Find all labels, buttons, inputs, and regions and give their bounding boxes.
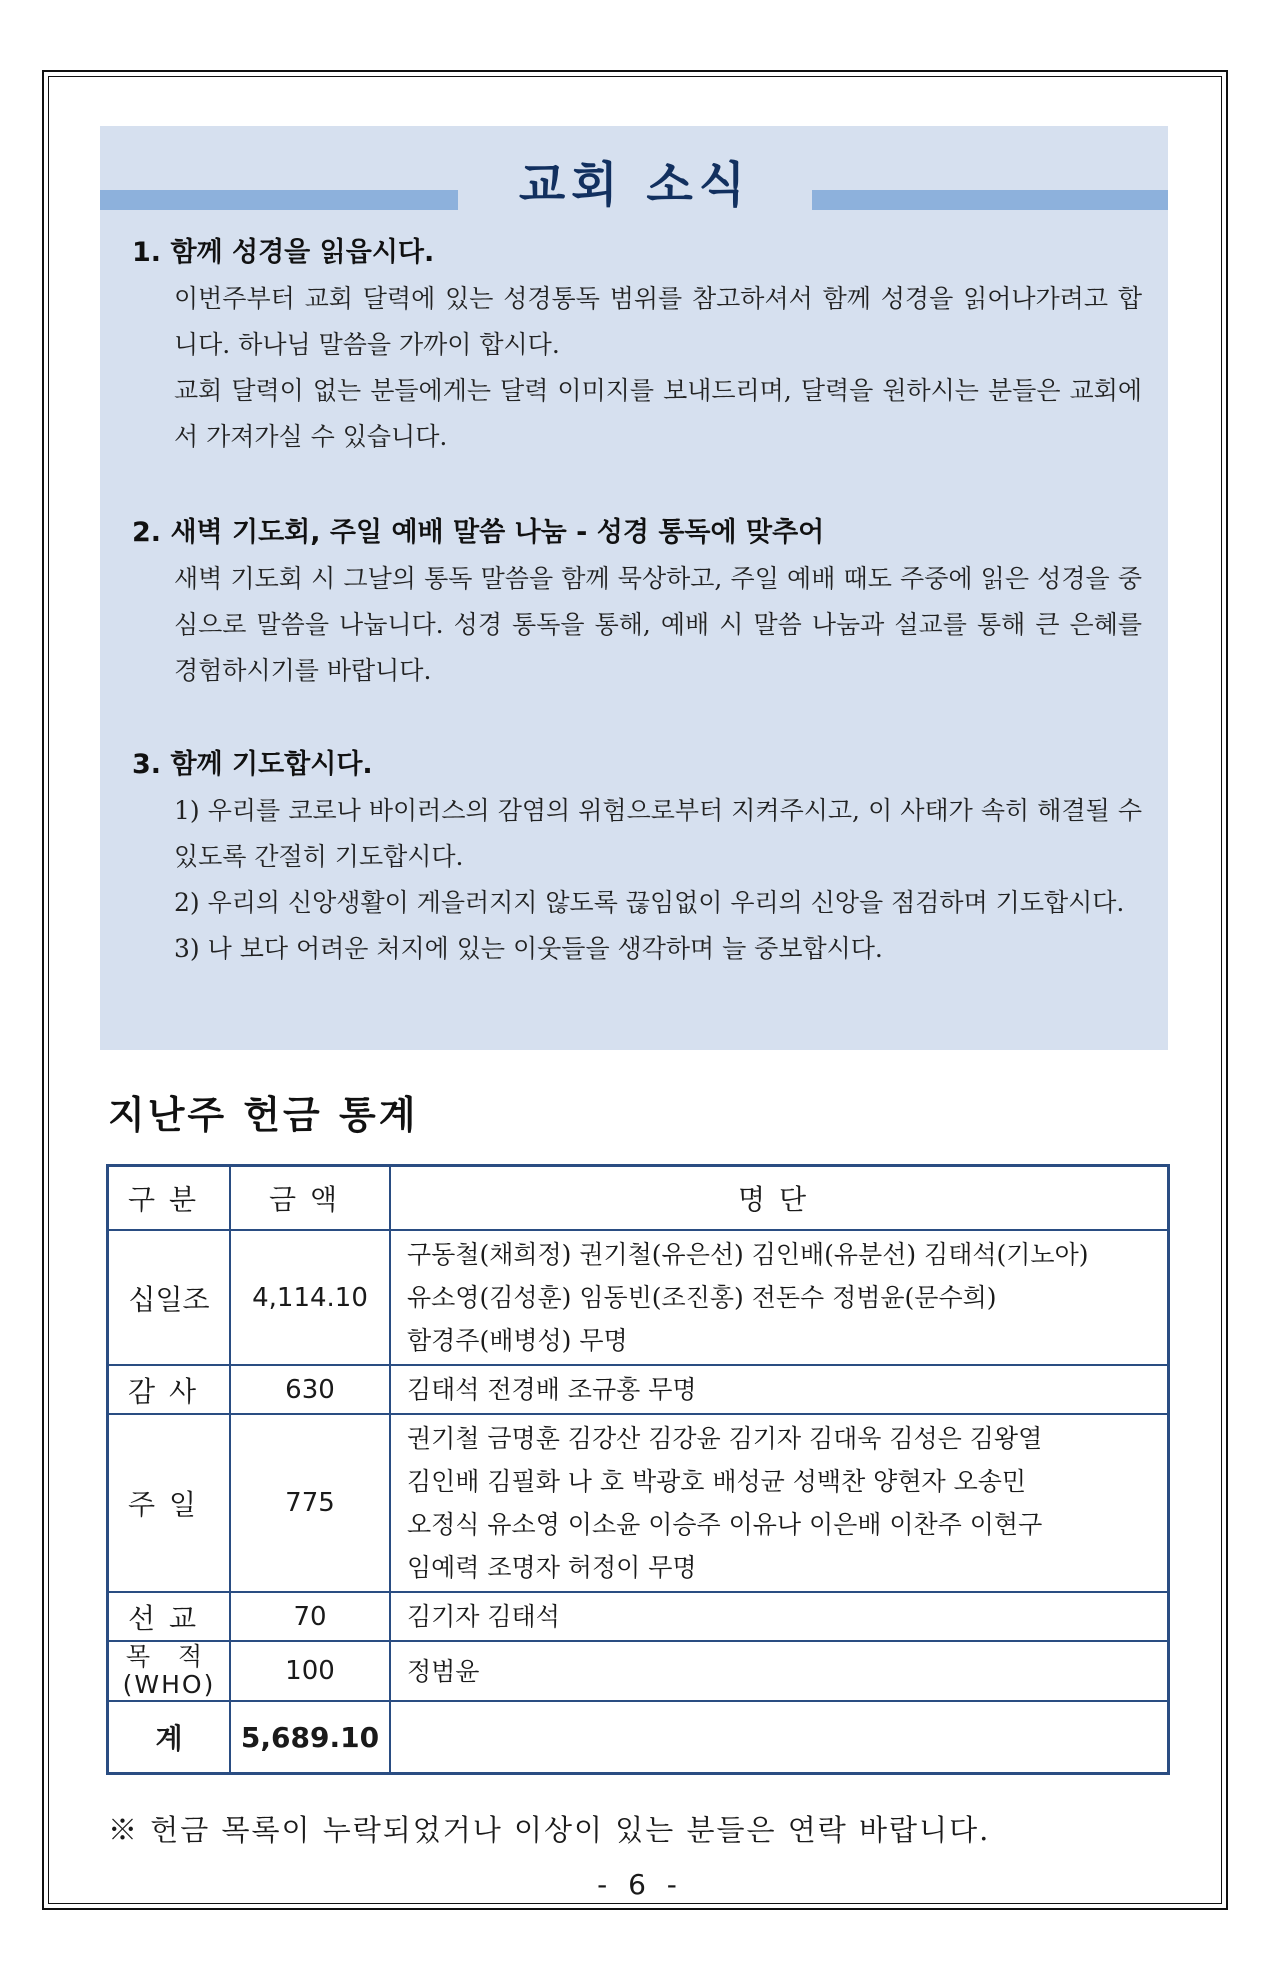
row-amount: 775: [230, 1414, 390, 1592]
section-heading: 2. 새벽 기도회, 주일 예배 말씀 나눔 - 성경 통독에 맞추어: [132, 517, 825, 548]
row-category: 십일조: [108, 1230, 231, 1365]
news-title: 교회 소식: [518, 157, 752, 213]
offering-stats-title: 지난주 헌금 통계: [108, 1093, 419, 1137]
row-amount: 630: [230, 1365, 390, 1414]
table-row: [108, 1414, 1169, 1592]
row-names: [390, 1641, 1169, 1701]
news-section-1: [132, 230, 1142, 460]
row-names: [390, 1365, 1169, 1414]
names-line: 유소영(김성훈) 임동빈(조진홍) 전돈수 정범윤(문수희): [407, 1283, 997, 1312]
news-section-3: [132, 742, 1142, 972]
row-amount: 100: [230, 1641, 390, 1701]
row-amount: 4,114.10: [230, 1230, 390, 1365]
row-category: 선교: [108, 1592, 231, 1641]
row-names: [390, 1414, 1169, 1592]
names-line: 임예력 조명자 허정이 무명: [407, 1553, 697, 1582]
header-names: 명단: [390, 1166, 1169, 1231]
total-names-empty: [390, 1701, 1169, 1774]
section-paragraph: 교회 달력이 없는 분들에게는 달력 이미지를 보내드리며, 달력을 원하시는 분들은 교회에서 가져가실 수 있습니다.: [174, 376, 1142, 451]
header-category: 구분: [108, 1166, 231, 1231]
names-line: 정범윤: [407, 1656, 480, 1686]
table-header-row: [108, 1166, 1169, 1231]
section-paragraph: 1) 우리를 코로나 바이러스의 감염의 위험으로부터 지켜주시고, 이 사태가 속히 해결될 수 있도록 간절히 기도합시다.: [174, 796, 1142, 871]
names-line: 김기자 김태석: [407, 1602, 560, 1631]
total-row: [108, 1701, 1169, 1774]
news-header: [100, 150, 1168, 220]
row-names: [390, 1230, 1169, 1365]
table-row: [108, 1230, 1169, 1365]
category-sub: (WHO): [122, 1670, 216, 1699]
row-names: [390, 1592, 1169, 1641]
header-amount: 금액: [230, 1166, 390, 1231]
offering-notice: ※ 헌금 목록이 누락되었거나 이상이 있는 분들은 연락 바랍니다.: [108, 1813, 991, 1847]
church-news-box: [100, 126, 1168, 1050]
table-row: [108, 1641, 1169, 1701]
section-heading: 1. 함께 성경을 읽읍시다.: [132, 237, 435, 268]
row-category: [108, 1641, 231, 1701]
section-paragraph: 2) 우리의 신앙생활이 게을러지지 않도록 끊임없이 우리의 신앙을 점검하며 기도합시다.: [174, 888, 1125, 917]
section-paragraph: 이번주부터 교회 달력에 있는 성경통독 범위를 참고하셔서 함께 성경을 읽어나가려고 합니다. 하나님 말씀을 가까이 합시다.: [174, 284, 1142, 359]
section-heading: 3. 함께 기도합시다.: [132, 749, 373, 780]
row-category: 주일: [108, 1414, 231, 1592]
table-row: [108, 1592, 1169, 1641]
names-line: 함경주(배병성) 무명: [407, 1326, 628, 1355]
names-line: 김인배 김필화 나 호 박광호 배성균 성백찬 양현자 오송민: [407, 1467, 1027, 1496]
total-amount: 5,689.10: [230, 1701, 390, 1774]
offering-table: [106, 1164, 1170, 1775]
names-line: 구동철(채희정) 권기철(유은선) 김인배(유분선) 김태석(기노아): [407, 1240, 1089, 1269]
names-line: 김태석 전경배 조규홍 무명: [407, 1375, 697, 1404]
row-amount: 70: [230, 1592, 390, 1641]
section-paragraph: 3) 나 보다 어려운 처지에 있는 이웃들을 생각하며 늘 중보합시다.: [174, 934, 883, 963]
category-main: 목 적: [125, 1642, 213, 1671]
total-label: 계: [108, 1701, 231, 1774]
row-category: 감사: [108, 1365, 231, 1414]
names-line: 오정식 유소영 이소윤 이승주 이유나 이은배 이찬주 이현구: [407, 1510, 1043, 1539]
section-paragraph: 새벽 기도회 시 그날의 통독 말씀을 함께 묵상하고, 주일 예배 때도 주중에 읽은 성경을 중심으로 말씀을 나눕니다. 성경 통독을 통해, 예배 시 말씀 나눔과 설교를 통해 큰 은혜를 경험하시기를 바랍니다.: [174, 564, 1142, 685]
news-section-2: [132, 510, 1142, 694]
names-line: 권기철 금명훈 김강산 김강윤 김기자 김대욱 김성은 김왕열: [407, 1424, 1043, 1453]
table-row: [108, 1365, 1169, 1414]
page-number: - 6 -: [597, 1868, 683, 1901]
header-bar-left: [100, 190, 458, 210]
header-bar-right: [812, 190, 1168, 210]
